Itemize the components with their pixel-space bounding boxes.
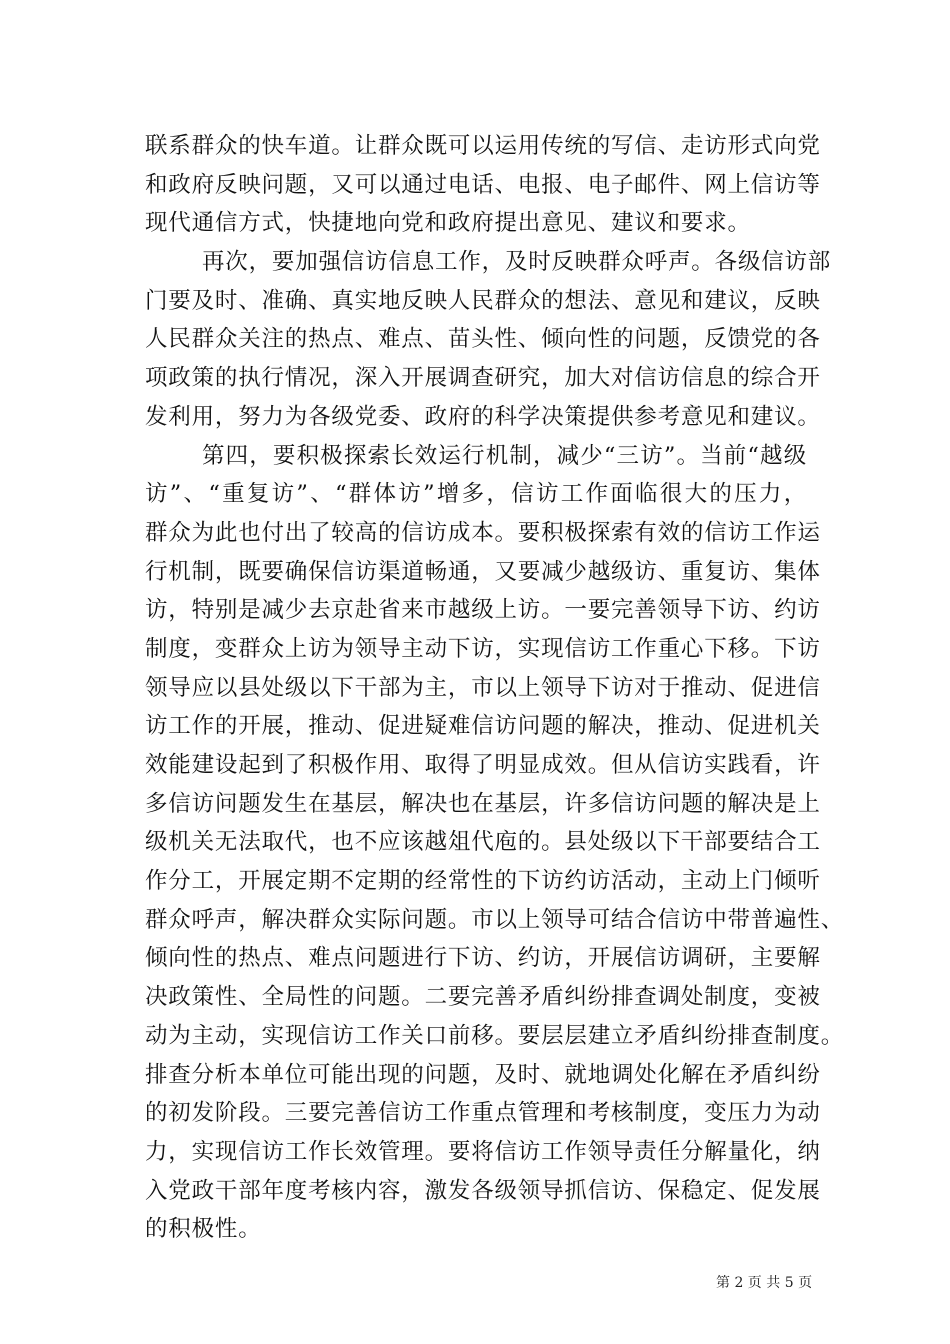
page-number-footer: 第 2 页 共 5 页 [716,1275,813,1291]
paragraph [145,437,845,1249]
text-line: 发利用，努力为各级党委、政府的科学决策提供参考意见和建议。 [145,403,821,430]
text-line: 访，特别是减少去京赴省来市越级上访。一要完善领导下访、约访 [145,597,821,624]
text-line: 群众呼声，解决群众实际问题。市以上领导可结合信访中带普遍性、 [145,906,845,933]
text-line: 多信访问题发生在基层，解决也在基层，许多信访问题的解决是上 [145,790,821,817]
text-line: 作分工，开展定期不定期的经常性的下访约访活动，主动上门倾听 [145,868,821,895]
text-line: 行机制，既要确保信访渠道畅通，又要减少越级访、重复访、集体 [145,558,821,585]
text-line: 入党政干部年度考核内容，激发各级领导抓信访、保稳定、促发展 [145,1177,821,1204]
text-line: 现代通信方式，快捷地向党和政府提出意见、建议和要求。 [145,210,751,237]
text-line: 再次，要加强信访信息工作，及时反映群众呼声。各级信访部 [202,249,832,276]
text-line: 排查分析本单位可能出现的问题，及时、就地调处化解在矛盾纠纷 [145,1061,821,1088]
text-line: 和政府反映问题，又可以通过电话、电报、电子邮件、网上信访等 [145,171,821,198]
text-line: 级机关无法取代，也不应该越俎代庖的。县处级以下干部要结合工 [145,829,821,856]
text-line: 的初发阶段。三要完善信访工作重点管理和考核制度，变压力为动 [145,1100,821,1127]
text-line: 领导应以县处级以下干部为主，市以上领导下访对于推动、促进信 [145,674,821,701]
text-line: 第四，要积极探索长效运行机制，减少“三访”。当前“越级 [202,442,807,469]
text-line: 动为主动，实现信访工作关口前移。要层层建立矛盾纠纷排查制度。 [145,1022,845,1049]
text-line: 效能建设起到了积极作用、取得了明显成效。但从信访实践看，许 [145,752,821,778]
text-line: 决政策性、全局性的问题。二要完善矛盾纠纷排查调处制度，变被 [145,984,821,1011]
text-line: 访工作的开展，推动、促进疑难信访问题的解决，推动、促进机关 [145,713,821,740]
text-line: 项政策的执行情况，深入开展调查研究，加大对信访信息的综合开 [145,365,821,392]
paragraph [145,243,832,436]
text-line: 制度，变群众上访为领导主动下访，实现信访工作重心下移。下访 [145,635,821,662]
text-line: 倾向性的热点、难点问题进行下访、约访，开展信访调研，主要解 [145,945,821,972]
paragraph [145,127,821,243]
text-line: 人民群众关注的热点、难点、苗头性、倾向性的问题，反馈党的各 [145,326,821,353]
text-line: 群众为此也付出了较高的信访成本。要积极探索有效的信访工作运 [145,519,821,546]
text-line: 门要及时、准确、真实地反映人民群众的想法、意见和建议，反映 [145,287,821,314]
text-line: 的积极性。 [145,1216,262,1243]
body-text [145,127,845,1249]
text-line: 力，实现信访工作长效管理。要将信访工作领导责任分解量化，纳 [145,1138,821,1165]
text-line: 联系群众的快车道。让群众既可以运用传统的写信、走访形式向党 [145,133,821,159]
text-line: 访”、“重复访”、“群体访”增多，信访工作面临很大的压力， [145,481,807,508]
